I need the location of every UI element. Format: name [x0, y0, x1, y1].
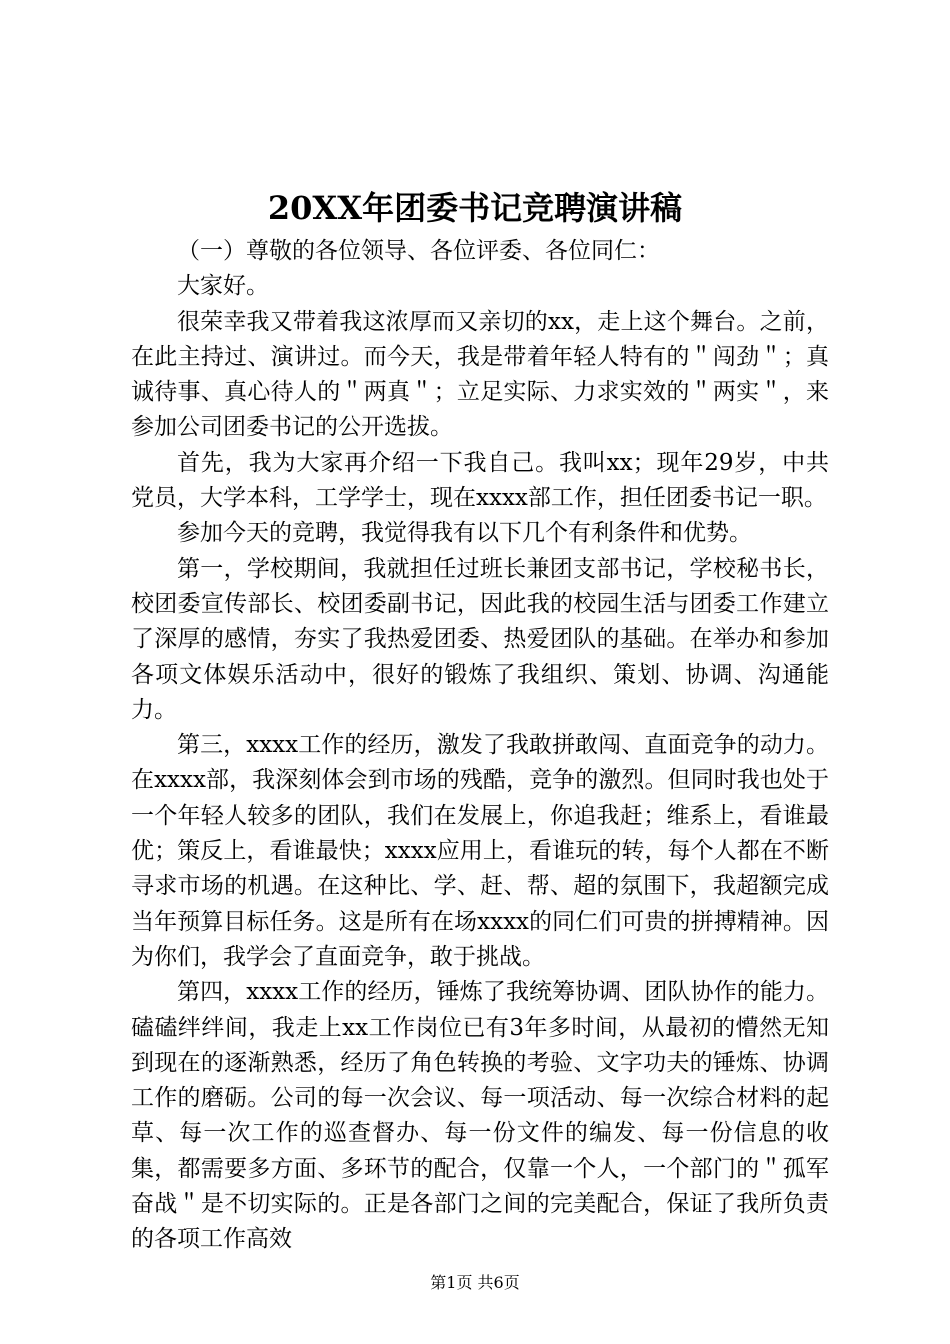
paragraph-greeting: 大家好。 — [177, 273, 269, 300]
paragraph-intro: 很荣幸我又带着我这浓厚而又亲切的xx，走上这个舞台。之前，在此主持过、演讲过。而今天，我是带着年轻人特有的＂闯劲＂；真诚待事、真心待人的＂两真＂；立足实际、力求实效的＂两实＂，来参加公司团委书记的公开选拔。 — [131, 308, 829, 441]
paragraph-fourth-point: 第四，xxxx工作的经历，锤炼了我统筹协调、团队协作的能力。磕磕绊绊间，我走上xx工作岗位已有3年多时间，从最初的懵然无知到现在的逐渐熟悉，经历了角色转换的考验、文字功夫的锤炼、协调工作的磨砺。公司的每一次会议、每一项活动、每一次综合材料的起草、每一次工作的巡查督办、每一份文件的编发、每一份信息的收集，都需要多方面、多环节的配合，仅靠一个人，一个部门的＂孤军奋战＂是不切实际的。正是各部门之间的完美配合，保证了我所负责的各项工作高效 — [131, 979, 829, 1253]
paragraph-self-introduction: 首先，我为大家再介绍一下我自己。我叫xx；现年29岁，中共党员，大学本科，工学学士，现在xxxx部工作，担任团委书记一职。 — [131, 449, 829, 512]
document-title: 20XX年团委书记竞聘演讲稿 — [267, 189, 683, 227]
page-footer: 第1页 共6页 — [430, 1273, 520, 1292]
paragraph-first-point: 第一，学校期间，我就担任过班长兼团支部书记，学校秘书长，校团委宣传部长、校团委副书记，因此我的校园生活与团委工作建立了深厚的感情，夯实了我热爱团委、热爱团队的基础。在举办和参加各项文体娱乐活动中，很好的锻炼了我组织、策划、协调、沟通能力。 — [131, 555, 829, 723]
paragraph-advantages: 参加今天的竞聘，我觉得我有以下几个有利条件和优势。 — [177, 520, 752, 547]
paragraph-salutation: （一）尊敬的各位领导、各位评委、各位同仁： — [177, 238, 660, 264]
paragraph-third-point: 第三，xxxx工作的经历，激发了我敢拼敢闯、直面竞争的动力。在xxxx部，我深刻体会到市场的残酷，竞争的激烈。但同时我也处于一个年轻人较多的团队，我们在发展上，你追我赶；维系上，看谁最优；策反上，看谁最快；xxxx应用上，看谁玩的转，每个人都在不断寻求市场的机遇。在这种比、学、赶、帮、超的氛围下，我超额完成当年预算目标任务。这是所有在场xxxx的同仁们可贵的拼搏精神。因为你们，我学会了直面竞争，敢于挑战。 — [131, 732, 829, 970]
document-body — [131, 234, 829, 1258]
